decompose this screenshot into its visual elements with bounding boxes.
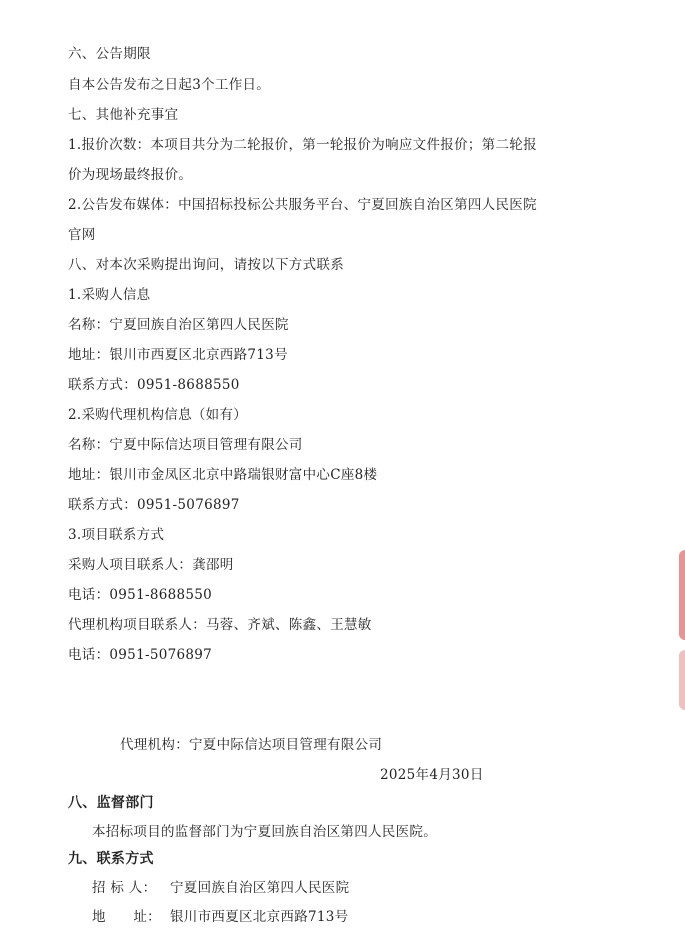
purchaser-info-title: 1.采购人信息 bbox=[68, 287, 151, 303]
agency-contact: 联系方式：0951-5076897 bbox=[68, 497, 240, 513]
supervision-heading: 八、监督部门 bbox=[68, 795, 154, 811]
tenderer-label: 招 标 人： bbox=[92, 880, 157, 896]
agency-phone: 电话：0951-5076897 bbox=[68, 647, 213, 663]
contact-heading: 九、联系方式 bbox=[68, 851, 154, 867]
purchaser-address: 地址：银川市西夏区北京西路713号 bbox=[68, 347, 288, 363]
supervision-text: 本招标项目的监督部门为宁夏回族自治区第四人民医院。 bbox=[92, 824, 437, 840]
seal-edge-mark bbox=[679, 550, 685, 640]
tenderer-row bbox=[92, 876, 349, 896]
media-line2: 官网 bbox=[68, 227, 96, 243]
purchaser-project-person: 采购人项目联系人：龚邵明 bbox=[68, 557, 234, 573]
tenderer-value: 宁夏回族自治区第四人民医院 bbox=[170, 880, 350, 896]
agency-address: 地址：银川市金凤区北京中路瑞银财富中心C座8楼 bbox=[68, 467, 378, 483]
quote-rounds-line1: 1.报价次数：本项目共分为二轮报价，第一轮报价为响应文件报价；第二轮报 bbox=[68, 137, 537, 153]
address-label: 地 址： bbox=[92, 909, 161, 925]
agency-info-title: 2.采购代理机构信息（如有） bbox=[68, 407, 248, 423]
inquiry-heading: 八、对本次采购提出询问，请按以下方式联系 bbox=[68, 257, 344, 273]
purchaser-name: 名称：宁夏回族自治区第四人民医院 bbox=[68, 317, 289, 333]
purchaser-phone: 电话：0951-8688550 bbox=[68, 587, 213, 603]
announcement-period-text: 自本公告发布之日起3个工作日。 bbox=[68, 77, 271, 93]
seal-edge-mark-lower bbox=[679, 650, 685, 710]
other-matters-heading: 七、其他补充事宜 bbox=[68, 107, 179, 123]
address-row bbox=[92, 905, 348, 925]
agency-name: 名称：宁夏中际信达项目管理有限公司 bbox=[68, 437, 303, 453]
project-contact-title: 3.项目联系方式 bbox=[68, 527, 165, 543]
agency-project-person: 代理机构项目联系人：马蓉、齐斌、陈鑫、王慧敏 bbox=[68, 617, 372, 633]
address-value: 银川市西夏区北京西路713号 bbox=[170, 909, 349, 925]
quote-rounds-line2: 价为现场最终报价。 bbox=[68, 167, 193, 183]
purchaser-contact: 联系方式：0951-8688550 bbox=[68, 377, 240, 393]
signature-agency: 代理机构：宁夏中际信达项目管理有限公司 bbox=[120, 737, 383, 753]
signature-date: 2025年4月30日 bbox=[380, 767, 484, 783]
media-line1: 2.公告发布媒体：中国招标投标公共服务平台、宁夏回族自治区第四人民医院 bbox=[68, 197, 537, 213]
announcement-period-heading: 六、公告期限 bbox=[68, 46, 151, 62]
